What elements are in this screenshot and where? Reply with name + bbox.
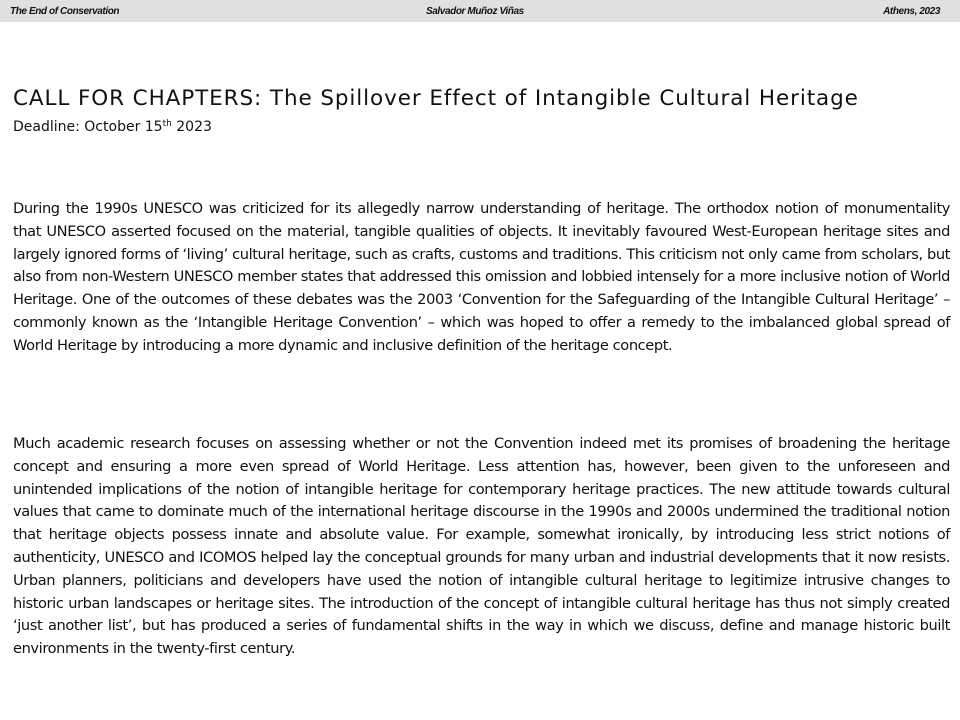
header-book-title: The End of Conservation [10,5,120,17]
header-author: Salvador Muñoz Viñas [426,5,524,17]
header-place-year: Athens, 2023 [883,5,940,17]
deadline-year: 2023 [171,119,212,135]
body-paragraph-1: During the 1990s UNESCO was criticized for its allegedly narrow understanding of heritage. The orthodox notion of monumentality that UNESCO asserted focused on the material, tangible qualities of objects. It inevitably favoured West-European heritage sites and largely ignored forms of ‘living’ cultural heritage, such as crafts, customs and traditions. This criticism not only came from scholars, but also from non-Western UNESCO member states that addressed this omission and lobbied intensely for a more inclusive notion of World Heritage. One of the outcomes of these debates was the 2003 ‘Convention for the Safeguarding of the Intangible Cultural Heritage’ – commonly known as the ‘Intangible Heritage Convention’ – which was hoped to offer a remedy to the imbalanced global spread of World Heritage by introducing a more dynamic and inclusive definition of the heritage concept. [13,200,950,354]
deadline [13,119,212,135]
deadline-ordinal-suffix: th [162,119,172,129]
page-header-bar [0,0,960,22]
body-paragraph-2: Much academic research focuses on assessing whether or not the Convention indeed met its promises of broadening the heritage concept and ensuring a more even spread of World Heritage. Less attention has, however, been given to the unforeseen and unintended implications of the notion of intangible heritage for contemporary heritage practices. The new attitude towards cultural values that came to dominate much of the international heritage discourse in the 1990s and 2000s undermined the traditional notion that heritage objects possess innate and absolute value. For example, somewhat ironically, by introducing less strict notions of authenticity, UNESCO and ICOMOS helped lay the conceptual grounds for many urban and industrial developments that it now resists. Urban planners, politicians and developers have used the notion of intangible cultural heritage to legitimize intrusive changes to historic urban landscapes or heritage sites. The introduction of the concept of intangible cultural heritage has thus not simply created ‘just another list’, but has produced a series of fundamental shifts in the way in which we discuss, define and manage historic built environments in the twenty-first century. [13,435,950,658]
page-title: CALL FOR CHAPTERS: The Spillover Effect of Intangible Cultural Heritage [13,86,859,111]
deadline-prefix: Deadline: October 15 [13,119,163,135]
